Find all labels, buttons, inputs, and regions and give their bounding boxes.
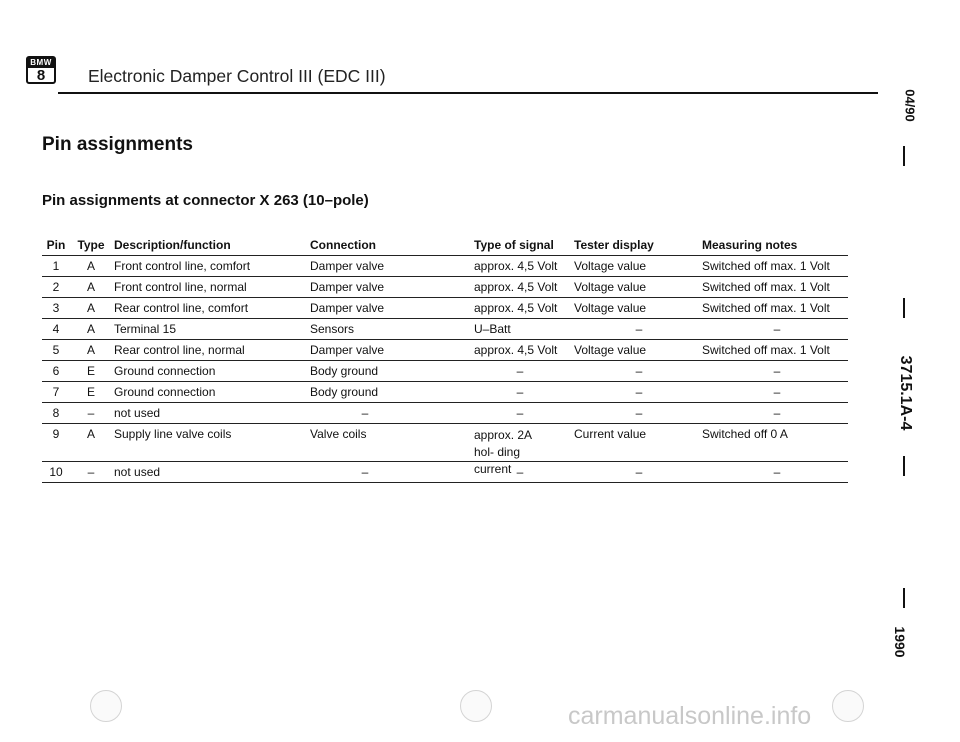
header-divider xyxy=(58,92,878,94)
cell-notes: – xyxy=(773,322,781,336)
cell-tester: – xyxy=(635,385,643,399)
table-row xyxy=(42,461,848,483)
revision-date: 04/90 xyxy=(902,89,918,122)
pin-assignment-table xyxy=(42,235,848,483)
cell-tester: Current value xyxy=(574,427,647,441)
cell-notes: – xyxy=(773,465,781,479)
table-row xyxy=(42,255,848,276)
side-divider xyxy=(903,456,905,476)
cell-tester: Voltage value xyxy=(574,259,647,273)
cell-pin: 6 xyxy=(52,364,60,378)
cell-tester: – xyxy=(635,406,643,420)
cell-type: E xyxy=(86,385,95,399)
header-pin: Pin xyxy=(46,238,66,252)
header-tester: Tester display xyxy=(574,238,654,252)
bmw-logo xyxy=(26,56,56,84)
table-row xyxy=(42,318,848,339)
cell-pin: 2 xyxy=(52,280,60,294)
side-divider xyxy=(903,298,905,318)
series-number: 8 xyxy=(36,67,46,84)
side-divider xyxy=(903,588,905,608)
cell-signal: approx. 4,5 Volt xyxy=(474,280,558,294)
cell-tester: Voltage value xyxy=(574,301,647,315)
cell-signal: approx. 4,5 Volt xyxy=(474,301,558,315)
cell-pin: 9 xyxy=(52,427,60,441)
punch-hole xyxy=(90,690,122,722)
cell-type: A xyxy=(86,259,95,273)
side-divider xyxy=(903,146,905,166)
cell-signal: approx. 2A hol- ding current xyxy=(474,428,532,476)
cell-description: Rear control line, comfort xyxy=(114,301,249,315)
cell-type: E xyxy=(86,364,95,378)
cell-description: Front control line, normal xyxy=(114,280,247,294)
cell-description: not used xyxy=(114,406,161,420)
table-row xyxy=(42,339,848,360)
punch-hole xyxy=(460,690,492,722)
cell-notes: – xyxy=(773,385,781,399)
cell-notes: Switched off max. 1 Volt xyxy=(702,280,830,294)
cell-notes: Switched off max. 1 Volt xyxy=(702,343,830,357)
section-heading: Pin assignments at connector X 263 (10–pole) xyxy=(42,192,369,209)
cell-connection: Damper valve xyxy=(310,301,385,315)
cell-pin: 5 xyxy=(52,343,60,357)
cell-pin: 4 xyxy=(52,322,60,336)
cell-type: – xyxy=(87,406,95,420)
cell-type: A xyxy=(86,280,95,294)
cell-description: Rear control line, normal xyxy=(114,343,245,357)
cell-description: Ground connection xyxy=(114,385,216,399)
table-row xyxy=(42,276,848,297)
cell-type: A xyxy=(86,343,95,357)
cell-tester: Voltage value xyxy=(574,280,647,294)
cell-notes: – xyxy=(773,364,781,378)
cell-notes: – xyxy=(773,406,781,420)
page-code: 3715.1A-4 xyxy=(897,355,914,431)
page-heading: Pin assignments xyxy=(42,134,193,155)
cell-pin: 8 xyxy=(52,406,60,420)
cell-description: Supply line valve coils xyxy=(114,427,232,441)
cell-connection: Body ground xyxy=(310,364,379,378)
cell-signal: – xyxy=(516,406,524,420)
cell-type: A xyxy=(86,427,95,441)
table-row xyxy=(42,381,848,402)
cell-notes: Switched off 0 A xyxy=(702,427,788,441)
cell-connection: Damper valve xyxy=(310,280,385,294)
cell-description: not used xyxy=(114,465,161,479)
table-row xyxy=(42,402,848,423)
cell-tester: – xyxy=(635,364,643,378)
cell-tester: – xyxy=(635,322,643,336)
cell-type: A xyxy=(86,322,95,336)
cell-signal: – xyxy=(516,465,524,479)
cell-notes: Switched off max. 1 Volt xyxy=(702,259,830,273)
cell-connection: – xyxy=(361,406,369,420)
cell-description: Terminal 15 xyxy=(114,322,177,336)
cell-notes: Switched off max. 1 Volt xyxy=(702,301,830,315)
publication-year: 1990 xyxy=(892,626,908,658)
table-row xyxy=(42,297,848,318)
cell-type: A xyxy=(86,301,95,315)
cell-pin: 10 xyxy=(49,465,63,479)
cell-connection: Body ground xyxy=(310,385,379,399)
cell-pin: 7 xyxy=(52,385,60,399)
cell-signal: approx. 4,5 Volt xyxy=(474,343,558,357)
cell-connection: Damper valve xyxy=(310,259,385,273)
cell-connection: Damper valve xyxy=(310,343,385,357)
cell-signal: approx. 4,5 Volt xyxy=(474,259,558,273)
header-type: Type xyxy=(77,238,105,252)
cell-pin: 3 xyxy=(52,301,60,315)
cell-description: Front control line, comfort xyxy=(114,259,251,273)
cell-signal: – xyxy=(516,385,524,399)
cell-connection: Valve coils xyxy=(310,427,367,441)
header-connection: Connection xyxy=(310,238,376,252)
table-row xyxy=(42,360,848,381)
punch-hole xyxy=(832,690,864,722)
header-description: Description/function xyxy=(114,238,231,252)
cell-signal: – xyxy=(516,364,524,378)
header-signal: Type of signal xyxy=(474,238,554,252)
table-header xyxy=(42,235,848,255)
watermark: carmanualsonline.info xyxy=(568,702,812,730)
cell-tester: – xyxy=(635,465,643,479)
cell-tester: Voltage value xyxy=(574,343,647,357)
document-title: Electronic Damper Control III (EDC III) xyxy=(88,66,386,86)
cell-pin: 1 xyxy=(52,259,60,273)
cell-signal: U–Batt xyxy=(474,322,511,336)
cell-connection: – xyxy=(361,465,369,479)
bmw-logo-text: BMW xyxy=(28,58,54,68)
cell-type: – xyxy=(87,465,95,479)
cell-description: Ground connection xyxy=(114,364,216,378)
cell-connection: Sensors xyxy=(310,322,355,336)
header-notes: Measuring notes xyxy=(702,238,798,252)
